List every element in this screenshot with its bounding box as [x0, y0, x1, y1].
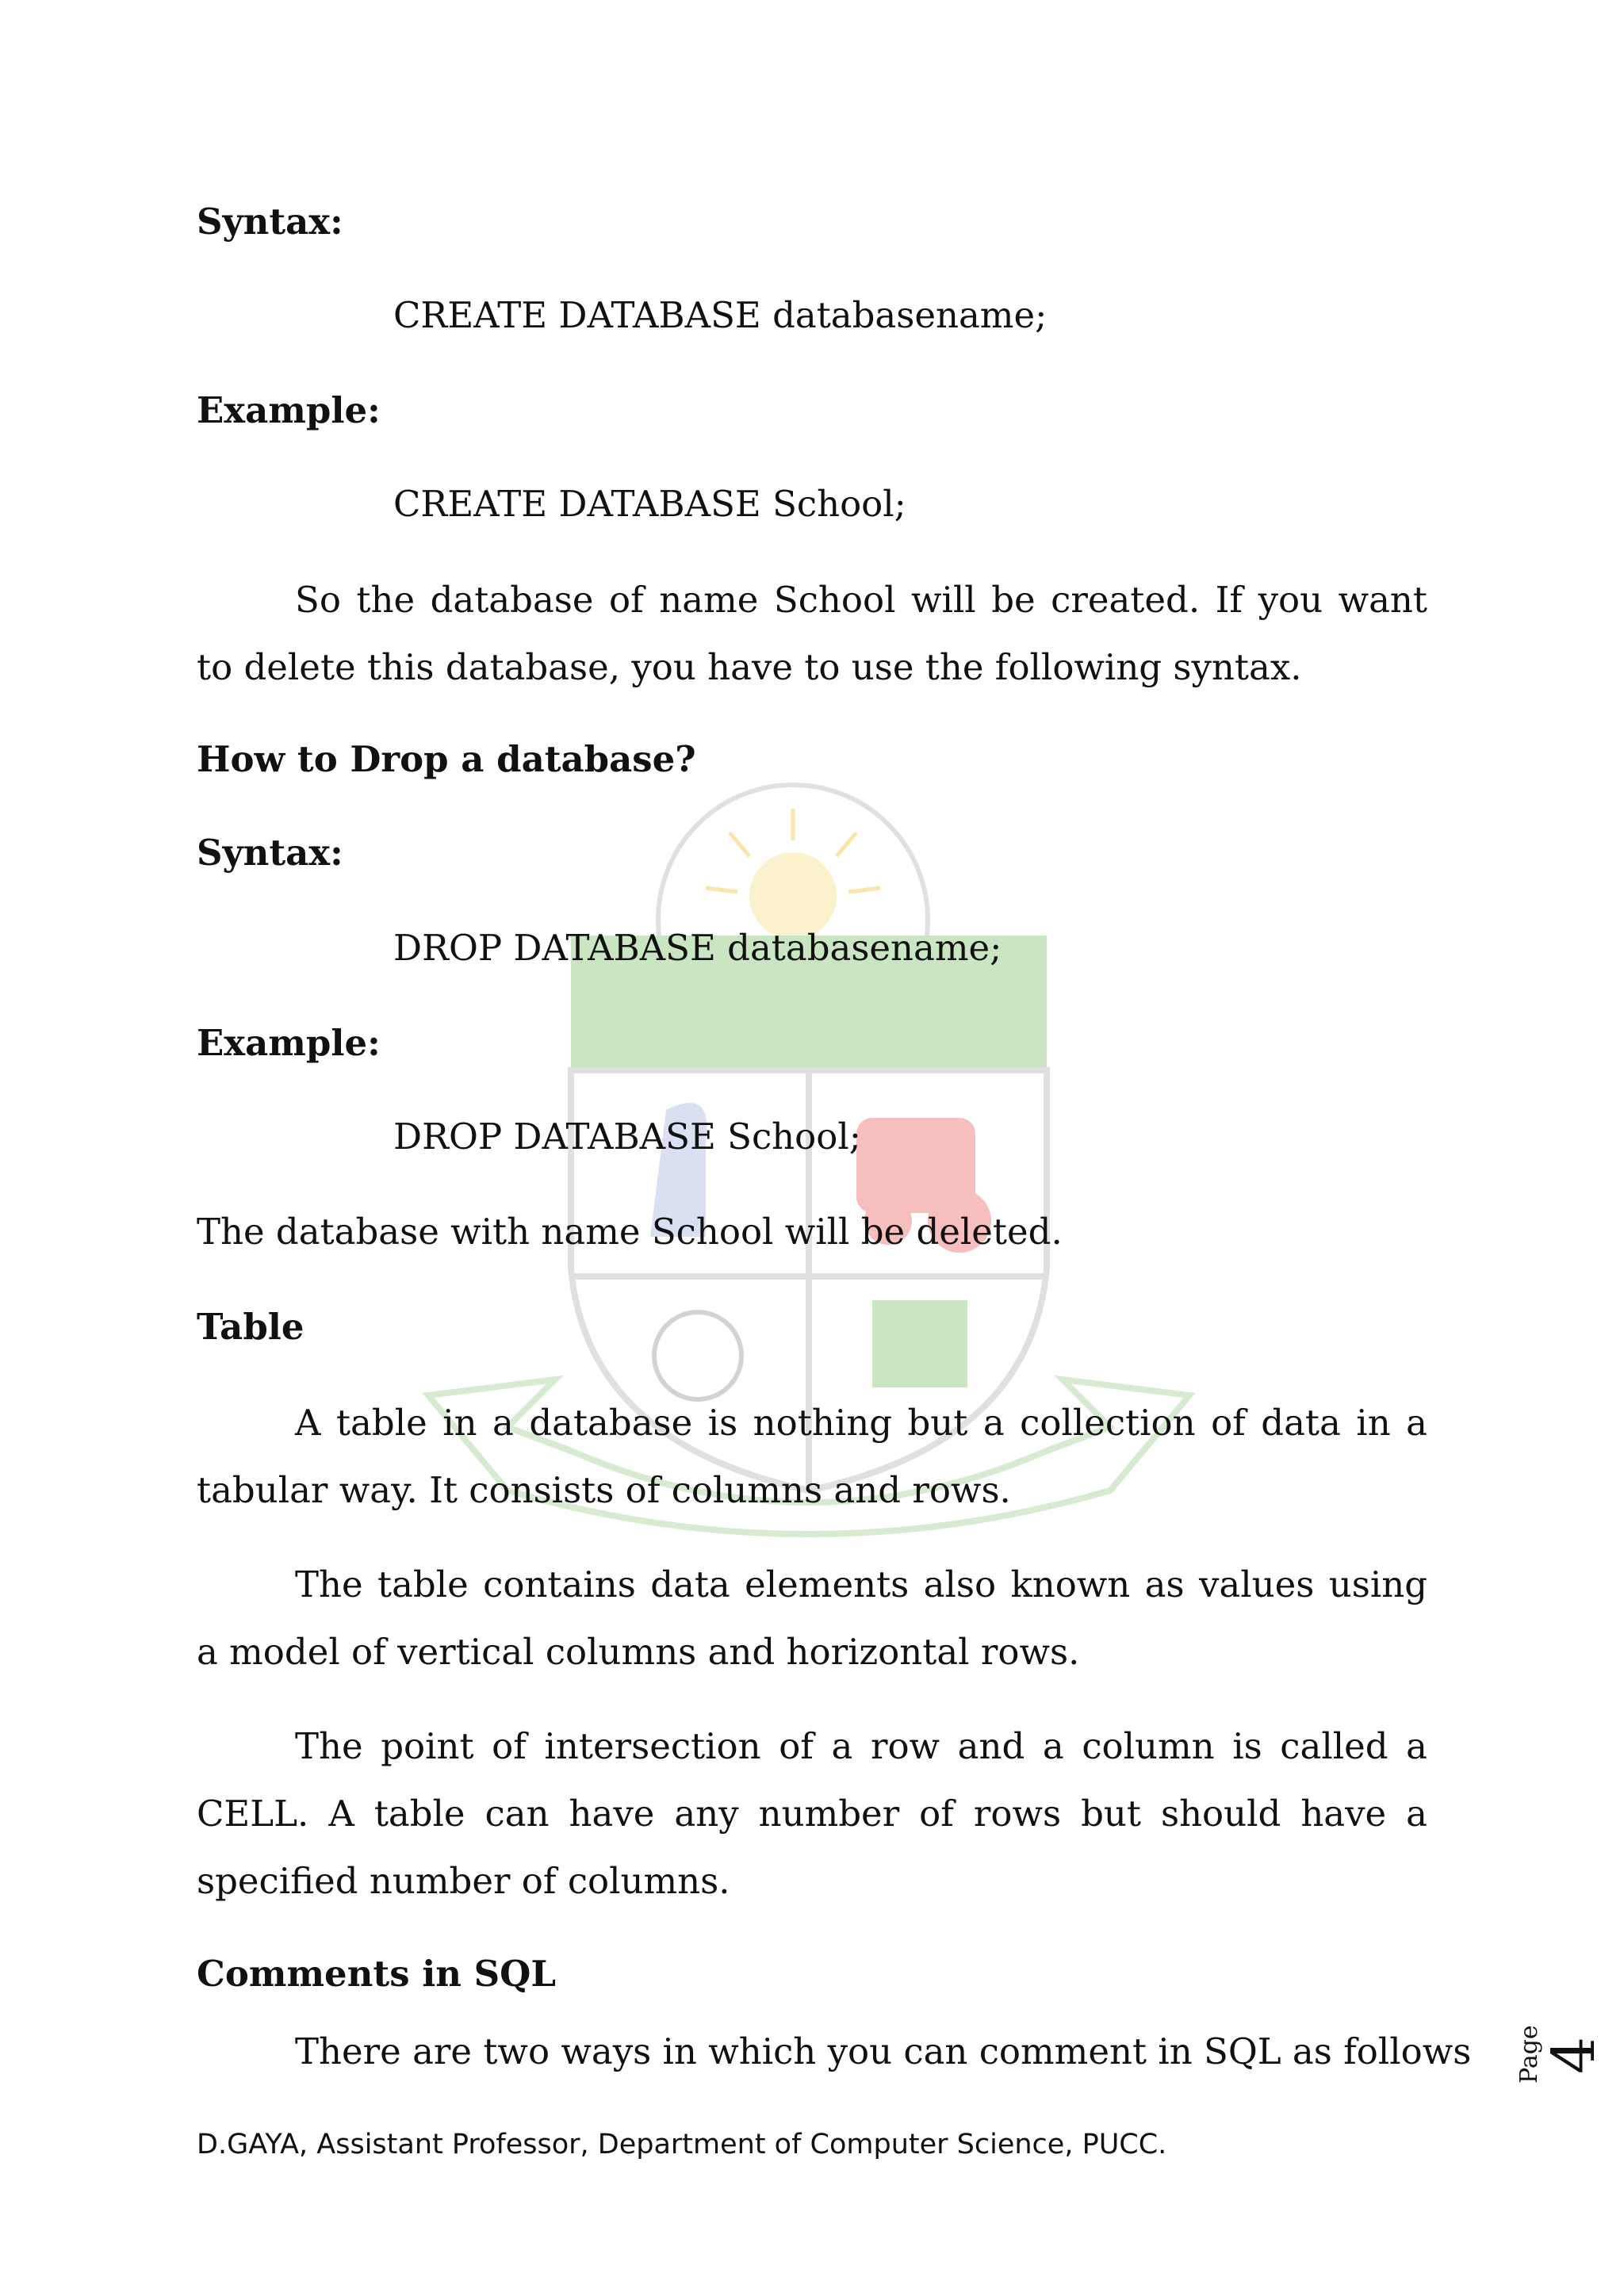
page-footer: D.GAYA, Assistant Professor, Department of Computer Science, PUCC.: [197, 2129, 1167, 2160]
paragraph-table-cell: The point of intersection of a row and a column is called a CELL. A table can have any number of rows but should have a specified number of columns.: [197, 1725, 1427, 1902]
create-database-syntax: CREATE DATABASE databasename;: [393, 294, 1048, 336]
table-heading: Table: [197, 1306, 304, 1348]
drop-database-heading: How to Drop a database?: [197, 738, 696, 780]
create-database-example: CREATE DATABASE School;: [393, 483, 906, 525]
example-label: Example:: [197, 389, 381, 431]
paragraph-table-definition: A table in a database is nothing but a collection of data in a tabular way. It consists of columns and rows.: [197, 1402, 1427, 1511]
drop-database-example: DROP DATABASE School;: [393, 1115, 861, 1158]
page-number: [1507, 1998, 1608, 2109]
comments-heading: Comments in SQL: [197, 1953, 557, 1995]
paragraph-table-model: The table contains data elements also known as values using a model of vertical columns and horizontal rows.: [197, 1563, 1427, 1673]
syntax-label: Syntax:: [197, 201, 343, 243]
drop-database-syntax: DROP DATABASE databasename;: [393, 927, 1002, 969]
page-number-label: Page: [1515, 2025, 1543, 2084]
paragraph-database-created: So the database of name School will be created. If you want to delete this database, you have to use the following syntax.: [197, 579, 1427, 688]
paragraph-database-deleted: The database with name School will be deleted.: [197, 1211, 1063, 1253]
page-number-value: 4: [1540, 2036, 1608, 2074]
syntax-label: Syntax:: [197, 832, 343, 874]
example-label: Example:: [197, 1022, 381, 1064]
paragraph-comments: There are two ways in which you can comment in SQL as follows: [295, 2030, 1472, 2072]
